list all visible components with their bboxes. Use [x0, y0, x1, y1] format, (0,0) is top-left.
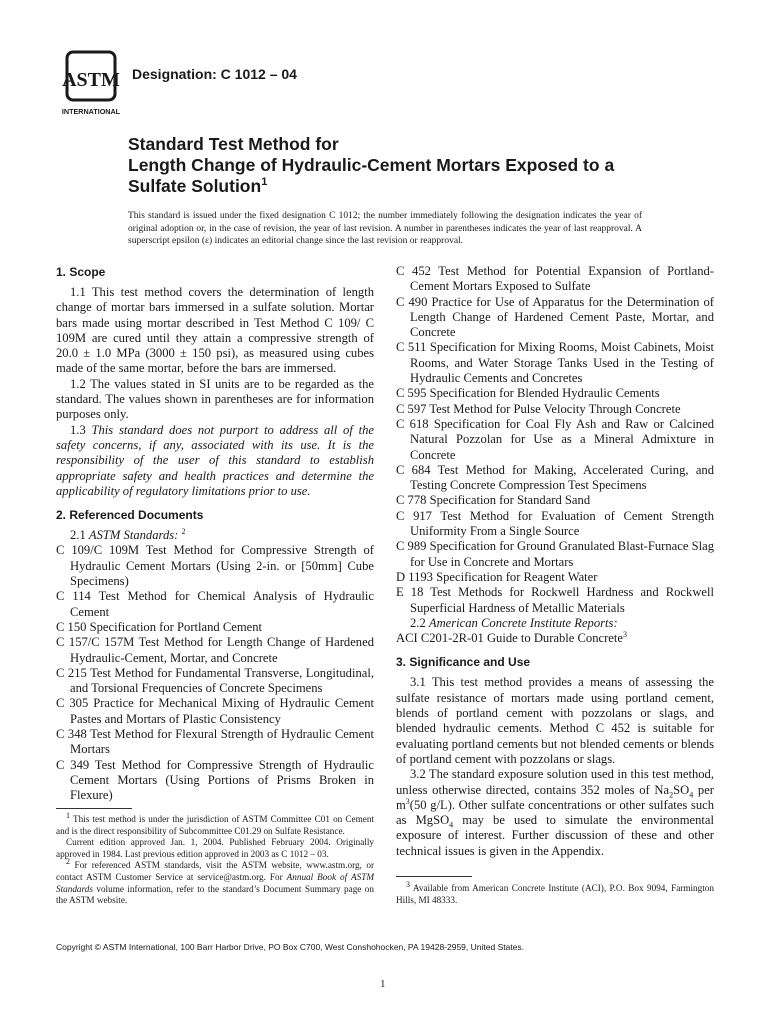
reference-item: C 452 Test Method for Potential Expansion of Portland-Cement Mortars Exposed to Sulfate [396, 264, 714, 294]
reference-item-aci: ACI C201-2R-01 Guide to Durable Concrete$^3$ [396, 629, 627, 646]
astm-logo-icon [58, 50, 124, 120]
astm-logo [58, 50, 124, 120]
scope-paragraph-1: 1.1 This test method covers the determination of length change of mortar bars immersed in a sulfate solution. Mortar bars made using mortar described in Test Method C 109/ C 109M are cured until they attain a compressive strength of 20.0 ± 1.0 MPa (3000 ± 150 psi), as measured using cubes made of the same mortar, before the bars are immersed. [56, 285, 374, 376]
document-title [128, 134, 728, 197]
footnote-3: $^3$ Available from American Concrete Institute (ACI), P.O. Box 9094, Farmington Hills, MI 48333. [396, 879, 714, 905]
standard-notice: This standard is issued under the fixed designation C 1012; the number immediately following the designation indicates the year of original adoption or, in the case of revision, the year of last revision. A number in parentheses indicates the year of last reapproval. A superscript epsilon (ε) indicates an editorial change since the last revision or reapproval. [128, 211, 642, 246]
reference-item: C 150 Specification for Portland Cement [56, 619, 263, 634]
scope-paragraph-3: 1.3 This standard does not purport to address all of the safety concerns, if any, associated with its use. It is the responsibility of the user of this standard to establish appropriate safety and health practices and determine the applicability of regulatory limitations prior to use. [56, 422, 374, 498]
referenced-documents-heading: 2. Referenced Documents [56, 508, 204, 523]
title-footnote-mark: 1 [261, 176, 268, 189]
reference-item: C 305 Practice for Mechanical Mixing of Hydraulic Cement Pastes and Mortars of Plastic Consistency [56, 696, 374, 726]
aci-reports-label: 2.2 American Concrete Institute Reports: [410, 615, 618, 630]
copyright-notice: Copyright © ASTM International, 100 Barr Harbor Drive, PO Box C700, West Conshohocken, PA 19428-2959, United States. [56, 942, 525, 952]
footnote-1: $^1$ This test method is under the jurisdiction of ASTM Committee C01 on Cement and is the direct responsibility of Subcommittee C01.29 on Sulfate Resistance. [56, 810, 374, 836]
footnote-1-b: Current edition approved Jan. 1, 2004. Published February 2004. Originally approved in 1984. Last previous edition approved in 2003 as C 1012 – 03. [56, 837, 374, 859]
reference-item: C 157/C 157M Test Method for Length Change of Hardened Hydraulic-Cement, Mortar, and Concrete [56, 635, 374, 665]
svg-text:INTERNATIONAL: INTERNATIONAL [61, 107, 121, 116]
scope-paragraph-2: 1.2 The values stated in SI units are to be regarded as the standard. The values shown in parentheses are for information purposes only. [56, 376, 374, 422]
footnotes-right [396, 879, 714, 906]
reference-item: C 618 Specification for Coal Fly Ash and Raw or Calcined Natural Pozzolan for Use as a Mineral Admixture in Concrete [396, 416, 714, 462]
reference-item: C 349 Test Method for Compressive Strength of Hydraulic Cement Mortars (Using Portions of Prisms Broken in Flexure) [56, 757, 374, 803]
title-line-2: Length Change of Hydraulic-Cement Mortars Exposed to a [128, 155, 615, 175]
reference-item: C 595 Specification for Blended Hydraulic Cements [396, 386, 660, 401]
reference-item: C 490 Practice for Use of Apparatus for the Determination of Length Change of Hardened Cement Paste, Mortar, and Concrete [396, 294, 714, 340]
reference-item: C 917 Test Method for Evaluation of Cement Strength Uniformity From a Single Source [396, 508, 714, 539]
footnotes-left [56, 810, 374, 907]
reference-item: C 511 Specification for Mixing Rooms, Moist Cabinets, Moist Rooms, and Water Storage Tanks Used in the Testing of Hydraulic Cements and Concretes [396, 340, 714, 386]
designation: Designation: C 1012 – 04 [132, 66, 297, 82]
astm-standards-label: 2.1 ASTM Standards: $^2$ [70, 526, 186, 543]
reference-item: C 348 Test Method for Flexural Strength of Hydraulic Cement Mortars [56, 727, 374, 757]
reference-item: C 215 Test Method for Fundamental Transverse, Longitudinal, and Torsional Frequencies of Concrete Specimens [56, 665, 374, 696]
footnote-rule [396, 876, 472, 877]
right-column [396, 264, 714, 859]
reference-item: C 109/C 109M Test Method for Compressive Strength of Hydraulic Cement Mortars (Using 2-in. or [50mm] Cube Specimens) [56, 543, 374, 589]
reference-item: E 18 Test Methods for Rockwell Hardness and Rockwell Superficial Hardness of Metallic Materials [396, 585, 714, 615]
left-column [56, 265, 374, 804]
significance-heading: 3. Significance and Use [396, 655, 531, 670]
reference-item: C 597 Test Method for Pulse Velocity Through Concrete [396, 401, 681, 416]
reference-item: C 778 Specification for Standard Sand [396, 493, 591, 508]
title-line-3: Sulfate Solution$^1$ [128, 176, 268, 196]
title-line-1: Standard Test Method for [128, 134, 339, 154]
reference-item: D 1193 Specification for Reagent Water [396, 569, 598, 584]
significance-paragraph-1: 3.1 This test method provides a means of assessing the sulfate resistance of mortars made using portland cement, blends of portland cement with pozzolans or slags, and blended hydraulic cements. Method C 452 is suitable for evaluating portland cements but not blended cements or blends of portland cement with pozzolans or slags. [396, 675, 714, 766]
page-number: 1 [380, 978, 386, 990]
scope-heading: 1. Scope [56, 265, 106, 279]
significance-paragraph-2: 3.2 The standard exposure solution used in this test method, unless otherwise directed, contains 352 moles of $Na_2SO_4$ per $m^3(50$ g/L). Other sulfate concentrations or other sulfates such as MgSO$_4$ may be used to simulate the environmental exposure of interest. Further discussion of these and other technical issues is given in the Appendix. [396, 767, 714, 858]
reference-item: C 684 Test Method for Making, Accelerated Curing, and Testing Concrete Compression Test Specimens [396, 462, 714, 493]
svg-text:ASTM: ASTM [62, 69, 120, 91]
reference-item: C 114 Test Method for Chemical Analysis of Hydraulic Cement [56, 589, 374, 619]
footnote-2: $^2$ For referenced ASTM standards, visit the ASTM website, www.astm.org, or contact ASTM Customer Service at service@astm.org. For Annual Book of ASTM Standards volume information, refer to the standard’s Document Summary page on the ASTM website. [56, 857, 374, 906]
reference-item: C 989 Specification for Ground Granulated Blast-Furnace Slag for Use in Concrete and Mortars [396, 539, 714, 569]
footnote-rule [56, 808, 132, 809]
